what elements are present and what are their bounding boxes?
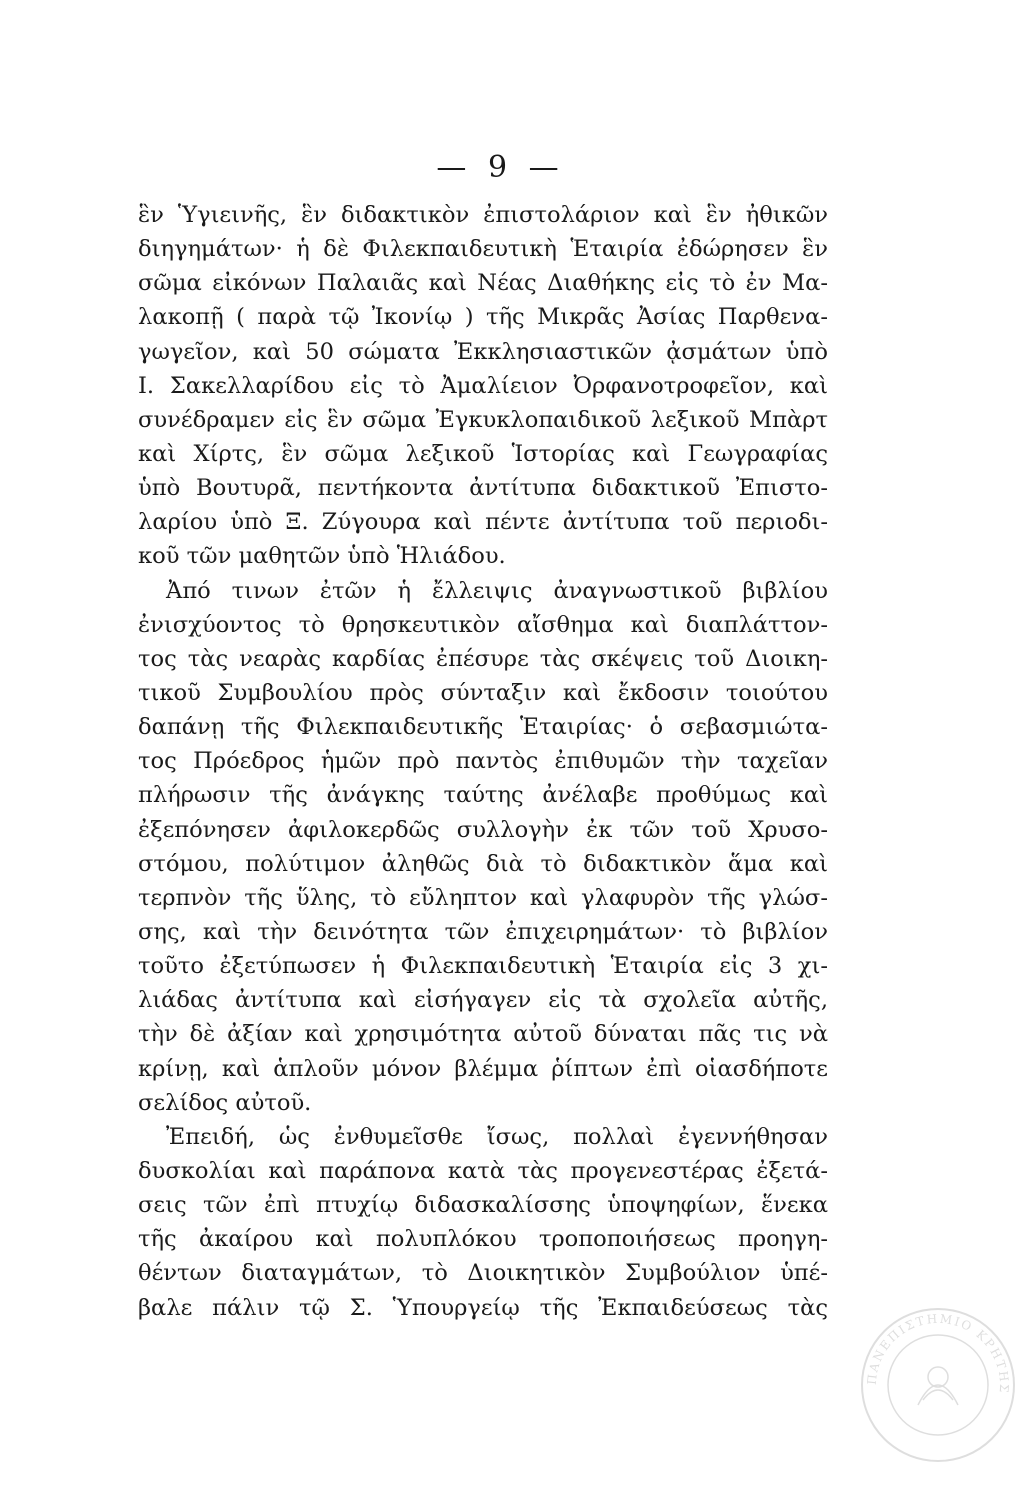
text-line: τῆς ἀκαίρου καὶ πολυπλόκου τροποποιήσεως προηγη- — [138, 1226, 828, 1253]
text-line: δαπάνῃ τῆς Φιλεκπαιδευτικῆς Ἑταιρίας· ὁ σεβασμιώτα- — [138, 714, 828, 741]
text-line: πλήρωσιν τῆς ἀνάγκης ταύτης ἀνέλαβε προθύμως καὶ — [138, 782, 828, 809]
text-line: σης, καὶ τὴν δεινότητα τῶν ἐπιχειρημάτων· τὸ βιβλίον — [138, 918, 828, 945]
text-line: λιάδας ἀντίτυπα καὶ εἰσήγαγεν εἰς τὰ σχολεῖα αὐτῆς, — [138, 987, 828, 1014]
text-line: διηγημάτων· ἡ δὲ Φιλεκπαιδευτικὴ Ἑταιρία ἐδώρησεν ἓν — [138, 236, 828, 263]
text-line: κρίνῃ, καὶ ἁπλοῦν μόνον βλέμμα ῥίπτων ἐπὶ οἱασδήποτε — [138, 1055, 828, 1082]
text-line: σελίδος αὐτοῦ. — [138, 1089, 312, 1116]
text-line: λαρίου ὑπὸ Ξ. Ζύγουρα καὶ πέντε ἀντίτυπα τοῦ περιοδι- — [138, 509, 828, 536]
text-line: τικοῦ Συμβουλίου πρὸς σύνταξιν καὶ ἔκδοσιν τοιούτου — [138, 679, 828, 706]
page-number: — 9 — — [436, 150, 565, 185]
text-line: ἓν Ὑγιεινῆς, ἓν διδακτικὸν ἐπιστολάριον καὶ ἓν ἠθικῶν — [138, 202, 828, 228]
body-text — [138, 198, 828, 1325]
text-line: τος Πρόεδρος ἡμῶν πρὸ παντὸς ἐπιθυμῶν τὴν ταχεῖαν — [138, 748, 828, 775]
text-line: τοῦτο ἐξετύπωσεν ἡ Φιλεκπαιδευτικὴ Ἑταιρία εἰς 3 χι- — [138, 953, 828, 980]
text-line: σεις τῶν ἐπὶ πτυχίῳ διδασκαλίσσης ὑποψηφίων, ἕνεκα — [138, 1192, 828, 1219]
university-seal-watermark — [858, 1305, 1018, 1465]
text-line: δυσκολίαι καὶ παράπονα κατὰ τὰς προγενεστέρας ἐξετά- — [138, 1157, 828, 1184]
svg-text:ΠΑΝΕΠΙΣΤΗΜΙΟ ΚΡΗΤΗΣ: ΠΑΝΕΠΙΣΤΗΜΙΟ ΚΡΗΤΗΣ — [864, 1311, 1012, 1395]
text-line: τὴν δὲ ἀξίαν καὶ χρησιμότητα αὐτοῦ δύναται πᾶς τις νὰ — [138, 1021, 828, 1048]
text-line: τερπνὸν τῆς ὕλης, τὸ εὔληπτον καὶ γλαφυρὸν τῆς γλώσ- — [138, 884, 828, 911]
text-line: ἐνισχύοντος τὸ θρησκευτικὸν αἴσθημα καὶ διαπλάττον- — [138, 611, 828, 638]
text-line: Ἀπό τινων ἐτῶν ἡ ἔλλειψις ἀναγνωστικοῦ βιβλίου — [166, 577, 828, 604]
text-line: συνέδραμεν εἰς ἓν σῶμα Ἐγκυκλοπαιδικοῦ λεξικοῦ Μπὰρτ — [138, 406, 828, 433]
text-line: Ἐπειδή, ὡς ἐνθυμεῖσθε ἴσως, πολλαὶ ἐγεννήθησαν — [166, 1123, 828, 1150]
text-line: βαλε πάλιν τῷ Σ. Ὑπουργείῳ τῆς Ἐκπαιδεύσεως τὰς — [138, 1294, 828, 1321]
text-line: Ι. Σακελλαρίδου εἰς τὸ Ἀμαλίειον Ὀρφανοτροφεῖον, καὶ — [138, 372, 828, 399]
text-line: ὑπὸ Βουτυρᾶ, πεντήκοντα ἀντίτυπα διδακτικοῦ Ἐπιστο- — [138, 475, 828, 502]
text-line: στόμου, πολύτιμον ἀληθῶς διὰ τὸ διδακτικὸν ἅμα καὶ — [138, 850, 828, 877]
text-line: καὶ Χίρτς, ἓν σῶμα λεξικοῦ Ἱστορίας καὶ Γεωγραφίας — [138, 440, 828, 467]
text-line: κοῦ τῶν μαθητῶν ὑπὸ Ἡλιάδου. — [138, 543, 506, 570]
text-line: λακοπῇ ( παρὰ τῷ Ἰκονίῳ ) τῆς Μικρᾶς Ἀσίας Παρθενα- — [138, 304, 828, 331]
text-line: θέντων διαταγμάτων, τὸ Διοικητικὸν Συμβούλιον ὑπέ- — [138, 1260, 828, 1287]
text-line: σῶμα εἰκόνων Παλαιᾶς καὶ Νέας Διαθήκης εἰς τὸ ἐν Μα- — [138, 270, 828, 297]
text-line: ἐξεπόνησεν ἀφιλοκερδῶς συλλογὴν ἐκ τῶν τοῦ Χρυσο- — [138, 816, 828, 843]
text-line: γωγεῖον, καὶ 50 σώματα Ἐκκλησιαστικῶν ᾀσμάτων ὑπὸ — [138, 338, 828, 365]
text-line: τος τὰς νεαρὰς καρδίας ἐπέσυρε τὰς σκέψεις τοῦ Διοικη- — [138, 645, 828, 672]
